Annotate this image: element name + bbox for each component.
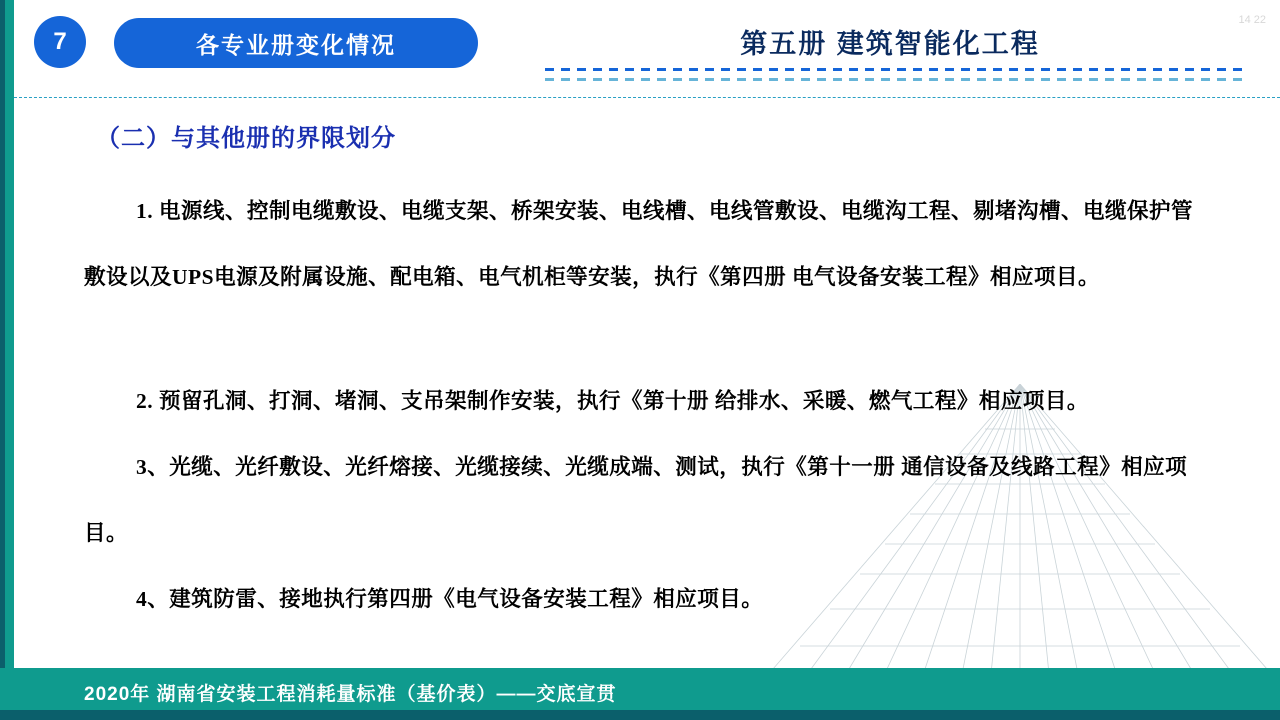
page-title: 第五册 建筑智能化工程 (740, 29, 1040, 59)
page-number: 14 22 (1238, 14, 1266, 26)
body-paragraph-4: 4、建筑防雷、接地执行第四册《电气设备安装工程》相应项目。 (136, 587, 764, 611)
section-label-pill: 各专业册变化情况 (114, 18, 478, 68)
header-dash-line-2 (545, 78, 1245, 81)
header-dash-line-1 (545, 68, 1245, 71)
footer-accent-strip (0, 710, 1280, 720)
body-paragraph-3: 3、光缆、光纤敷设、光纤熔接、光缆接续、光缆成端、测试，执行《第十一册 通信设备及线路工程》相应项目。 (84, 455, 1188, 545)
section-number-badge: 7 (34, 16, 86, 68)
slide-body (0, 100, 1280, 670)
body-paragraph-2: 2. 预留孔洞、打洞、堵洞、支吊架制作安装，执行《第十册 给排水、采暖、燃气工程》相应项目。 (136, 389, 1089, 413)
footer-text: 2020年 湖南省安装工程消耗量标准（基价表）——交底宣贯 (84, 684, 617, 705)
header-divider (14, 97, 1280, 98)
slide-header (0, 0, 1280, 98)
section-subtitle: （二）与其他册的界限划分 (96, 125, 396, 152)
body-paragraph-1: 1. 电源线、控制电缆敷设、电缆支架、桥架安装、电线槽、电线管敷设、电缆沟工程、剔堵沟槽、电缆保护管敷设以及UPS电源及附属设施、配电箱、电气机柜等安装，执行《第四册 电气设备安装工程》相应项目。 (84, 199, 1194, 289)
